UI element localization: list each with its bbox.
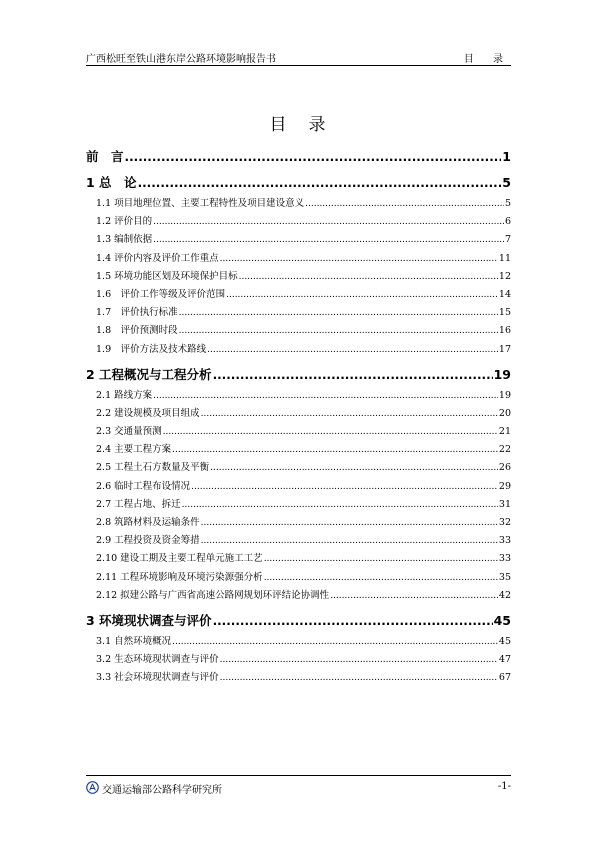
toc-entry-label: 1.6 评价工作等级及评价范围 xyxy=(96,288,226,300)
toc-entry-label: 2.9 工程投资及资金筹措 xyxy=(96,535,200,547)
toc-section-entry[interactable] xyxy=(86,587,511,605)
toc-section-entry[interactable] xyxy=(86,405,511,423)
toc-leader-dots xyxy=(201,514,498,532)
toc-leader-dots xyxy=(201,405,498,423)
toc-entry-page: 16 xyxy=(498,325,511,337)
header-section: 目 录 xyxy=(463,54,511,65)
toc-section-entry[interactable] xyxy=(86,459,511,477)
toc-entry-label: 2.5 工程土石方数量及平衡 xyxy=(96,462,210,474)
footer-page-number: -1- xyxy=(497,781,511,792)
toc-entry-page: 42 xyxy=(498,589,511,601)
toc-leader-dots xyxy=(163,423,498,441)
toc-entry-page: 7 xyxy=(504,234,511,246)
toc-leader-dots xyxy=(153,213,504,231)
toc-entry-label: 3.1 自然环境概况 xyxy=(96,635,172,647)
toc-entry-label: 2.6 临时工程布设情况 xyxy=(96,480,191,492)
toc-entry-label: 2.1 路线方案 xyxy=(96,389,153,401)
toc-leader-dots xyxy=(153,231,504,249)
footer-org: 交通运输部公路科学研究所 xyxy=(102,785,222,796)
institute-logo-icon xyxy=(86,781,99,794)
toc-entry-label: 2.3 交通量预测 xyxy=(96,426,162,438)
toc-entry-page: 67 xyxy=(498,672,511,684)
toc-entry-label: 2.2 建设规模及项目组成 xyxy=(96,407,200,419)
toc-entry-page: 33 xyxy=(498,553,511,565)
toc-entry-page: 1 xyxy=(502,149,511,164)
toc-leader-dots xyxy=(305,195,504,213)
toc-leader-dots xyxy=(172,633,498,651)
toc-section-entry[interactable] xyxy=(86,569,511,587)
toc-leader-dots xyxy=(207,341,498,359)
toc-section-entry[interactable] xyxy=(86,496,511,514)
page-footer xyxy=(86,780,511,796)
footer-rule xyxy=(86,775,511,776)
toc-leader-dots xyxy=(264,550,498,568)
toc-entry-label: 1.4 评价内容及评价工作重点 xyxy=(96,252,219,264)
toc-entry-page: 15 xyxy=(498,307,511,319)
toc-entry-label: 1 总 论 xyxy=(86,175,137,190)
toc-entry-page: 11 xyxy=(498,252,511,264)
toc-leader-dots xyxy=(172,441,498,459)
toc-entry-page: 29 xyxy=(498,480,511,492)
toc-leader-dots xyxy=(213,611,493,631)
toc-entry-page: 22 xyxy=(498,444,511,456)
toc-section-entry[interactable] xyxy=(86,213,511,231)
toc-entry-label: 1.5 环境功能区划及环境保护目标 xyxy=(96,270,238,282)
toc-section-entry[interactable] xyxy=(86,633,511,651)
toc-entry-page: 5 xyxy=(504,198,511,209)
toc-section-entry[interactable] xyxy=(86,231,511,249)
toc-leader-dots xyxy=(138,173,502,193)
toc-section-entry[interactable] xyxy=(86,532,511,550)
toc-entry-page: 31 xyxy=(498,498,511,510)
toc-leader-dots xyxy=(153,387,498,405)
toc-section-entry[interactable] xyxy=(86,423,511,441)
toc-entry-page: 26 xyxy=(498,462,511,474)
toc-chapter-entry[interactable] xyxy=(86,173,511,193)
toc-entry-page: 45 xyxy=(498,635,511,647)
toc-entry-label: 3.2 生态环境现状调查与评价 xyxy=(96,654,219,666)
toc-chapter-entry[interactable] xyxy=(86,147,511,167)
toc-section-entry[interactable] xyxy=(86,341,511,359)
toc-entry-label: 2 工程概况与工程分析 xyxy=(86,366,212,382)
toc-leader-dots xyxy=(220,669,498,687)
toc-entry-label: 1.1 项目地理位置、主要工程特性及项目建设意义 xyxy=(96,198,305,209)
toc-entry-page: 20 xyxy=(498,407,511,419)
toc-entry-page: 33 xyxy=(498,535,511,547)
toc-section-entry[interactable] xyxy=(86,441,511,459)
toc-leader-dots xyxy=(179,322,498,340)
toc-entry-page: 47 xyxy=(498,654,511,666)
toc-entry-label: 1.7 评价执行标准 xyxy=(96,307,178,319)
toc-section-entry[interactable] xyxy=(86,651,511,669)
toc-entry-page: 32 xyxy=(498,517,511,528)
toc-entry-label: 1.9 评价方法及技术路线 xyxy=(96,343,207,355)
toc-entry-page: 17 xyxy=(498,343,511,355)
toc-section-entry[interactable] xyxy=(86,322,511,340)
toc-entry-label: 2.4 主要工程方案 xyxy=(96,444,172,456)
toc-entry-label: 1.8 评价预测时段 xyxy=(96,325,178,337)
toc-entry-label: 1.3 编制依据 xyxy=(96,234,153,246)
toc-entry-label: 2.12 拟建公路与广西省高速公路网规划环评结论协调性 xyxy=(96,589,330,601)
toc-leader-dots xyxy=(220,651,498,669)
toc-leader-dots xyxy=(125,147,502,167)
toc-section-entry[interactable] xyxy=(86,478,511,496)
toc-section-entry[interactable] xyxy=(86,286,511,304)
page-header xyxy=(86,50,511,64)
toc-entry-page: 45 xyxy=(493,612,511,628)
toc-section-entry[interactable] xyxy=(86,514,511,532)
page-title: 目录 xyxy=(269,115,348,135)
toc-leader-dots xyxy=(213,365,493,385)
toc-entry-page: 5 xyxy=(502,175,511,190)
toc-chapter-entry[interactable] xyxy=(86,365,511,385)
toc-leader-dots xyxy=(330,587,498,605)
toc-entry-label: 前 言 xyxy=(86,149,124,164)
toc-section-entry[interactable] xyxy=(86,304,511,322)
toc-entry-label: 2.11 工程环境影响及环境污染源强分析 xyxy=(96,571,263,583)
table-of-contents xyxy=(86,147,511,688)
toc-section-entry[interactable] xyxy=(86,250,511,268)
toc-section-entry[interactable] xyxy=(86,550,511,568)
toc-entry-label: 3.3 社会环境现状调查与评价 xyxy=(96,672,219,684)
toc-leader-dots xyxy=(264,569,498,587)
toc-section-entry[interactable] xyxy=(86,669,511,687)
toc-entry-label: 2.8 筑路材料及运输条件 xyxy=(96,517,200,528)
toc-entry-page: 14 xyxy=(498,288,511,300)
toc-leader-dots xyxy=(220,250,498,268)
toc-leader-dots xyxy=(179,304,498,322)
toc-entry-label: 2.10 建设工期及主要工程单元施工工艺 xyxy=(96,553,263,565)
toc-chapter-entry[interactable] xyxy=(86,611,511,631)
toc-leader-dots xyxy=(239,268,498,286)
toc-leader-dots xyxy=(191,478,498,496)
header-rule xyxy=(86,65,511,66)
toc-section-entry[interactable] xyxy=(86,195,511,213)
toc-entry-page: 6 xyxy=(504,216,511,228)
toc-entry-page: 19 xyxy=(493,366,511,382)
toc-leader-dots xyxy=(201,532,498,550)
toc-section-entry[interactable] xyxy=(86,268,511,286)
toc-leader-dots xyxy=(182,496,498,514)
toc-entry-label: 2.7 工程占地、拆迁 xyxy=(96,498,181,510)
toc-entry-page: 35 xyxy=(498,571,511,583)
toc-entry-label: 1.2 评价目的 xyxy=(96,216,153,228)
toc-entry-page: 12 xyxy=(498,270,511,282)
toc-leader-dots xyxy=(226,286,498,304)
header-doc-title: 广西松旺至铁山港东岸公路环境影响报告书 xyxy=(86,54,276,65)
toc-section-entry[interactable] xyxy=(86,387,511,405)
toc-leader-dots xyxy=(210,459,498,477)
toc-entry-page: 19 xyxy=(498,389,511,401)
toc-entry-page: 21 xyxy=(498,426,511,438)
toc-entry-label: 3 环境现状调查与评价 xyxy=(86,612,212,628)
